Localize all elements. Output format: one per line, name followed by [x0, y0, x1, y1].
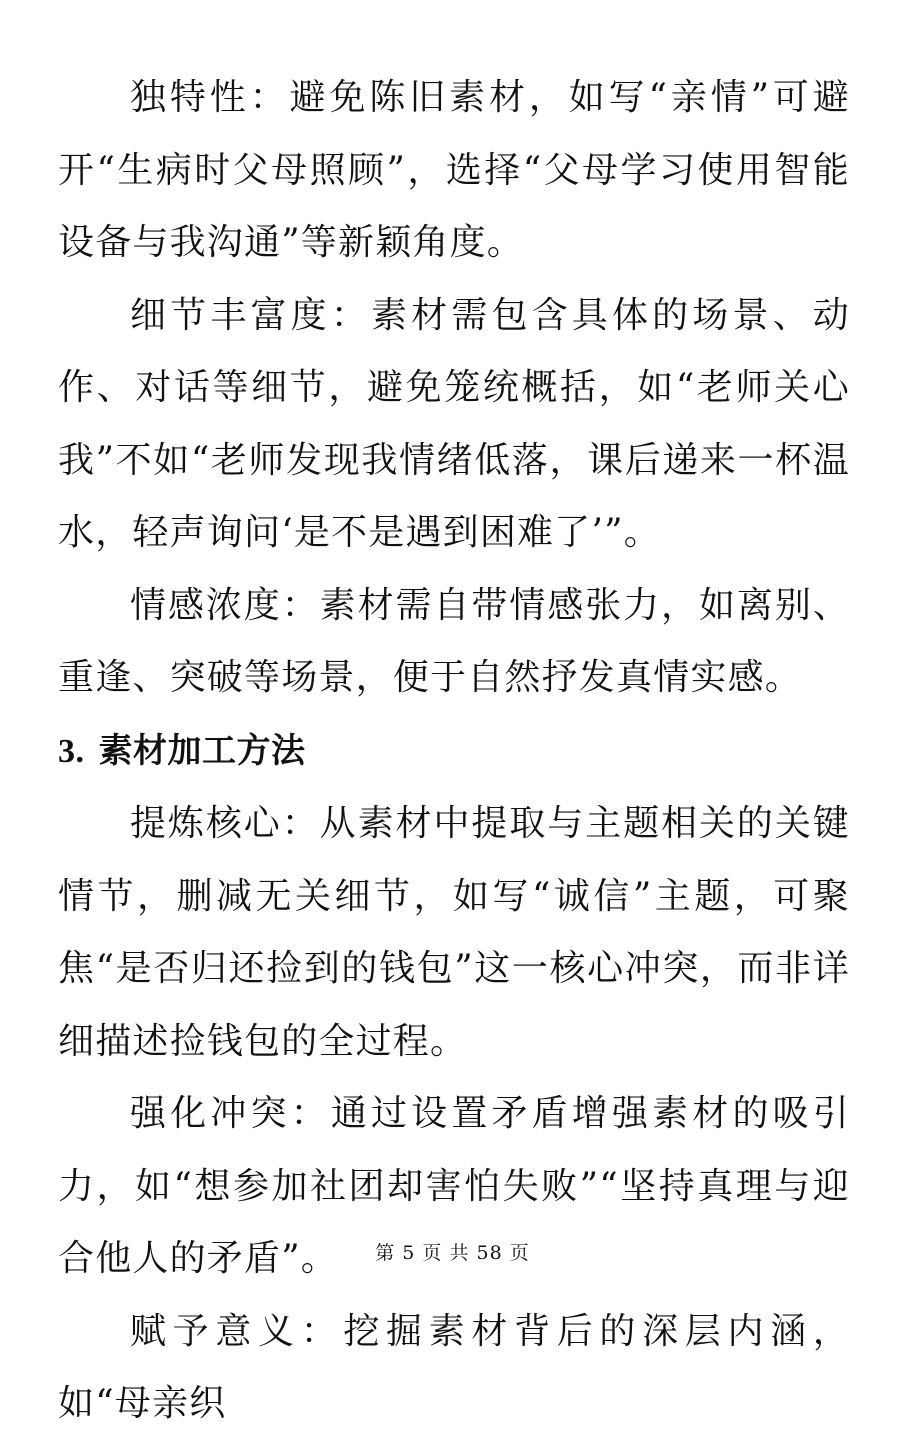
paragraph-strengthen-conflict: 强化冲突：通过设置矛盾增强素材的吸引力，如“想参加社团却害怕失败”“坚持真理与迎合他人的矛盾”。: [58, 1093, 850, 1279]
section-heading: [58, 715, 850, 789]
paragraph-refine-core: 提炼核心：从素材中提取与主题相关的关键情节，删减无关细节，如写“诚信”主题，可聚焦“是否归还捡到的钱包”这一核心冲突，而非详细描述捡钱包的全过程。: [58, 803, 850, 1062]
section-title: 素材加工方法: [98, 730, 306, 771]
paragraph-uniqueness: 独特性：避免陈旧素材，如写“亲情”可避开“生病时父母照顾”，选择“父母学习使用智能设备与我沟通”等新颖角度。: [58, 77, 850, 263]
paragraph-detail-richness: 细节丰富度：素材需包含具体的场景、动作、对话等细节，避免笼统概括，如“老师关心我”不如“老师发现我情绪低落，课后递来一杯温水，轻声询问‘是不是遇到困难了’”。: [58, 294, 850, 553]
paragraph-emotional-intensity: 情感浓度：素材需自带情感张力，如离别、重逢、突破等场景，便于自然抒发真情实感。: [58, 584, 850, 698]
document-body: [58, 62, 850, 1441]
section-number: 3.: [58, 732, 85, 770]
paragraph-give-meaning: 赋予意义：挖掘素材背后的深层内涵，如“母亲织: [58, 1310, 850, 1424]
page-footer: 第 5 页 共 58 页: [375, 1242, 530, 1264]
